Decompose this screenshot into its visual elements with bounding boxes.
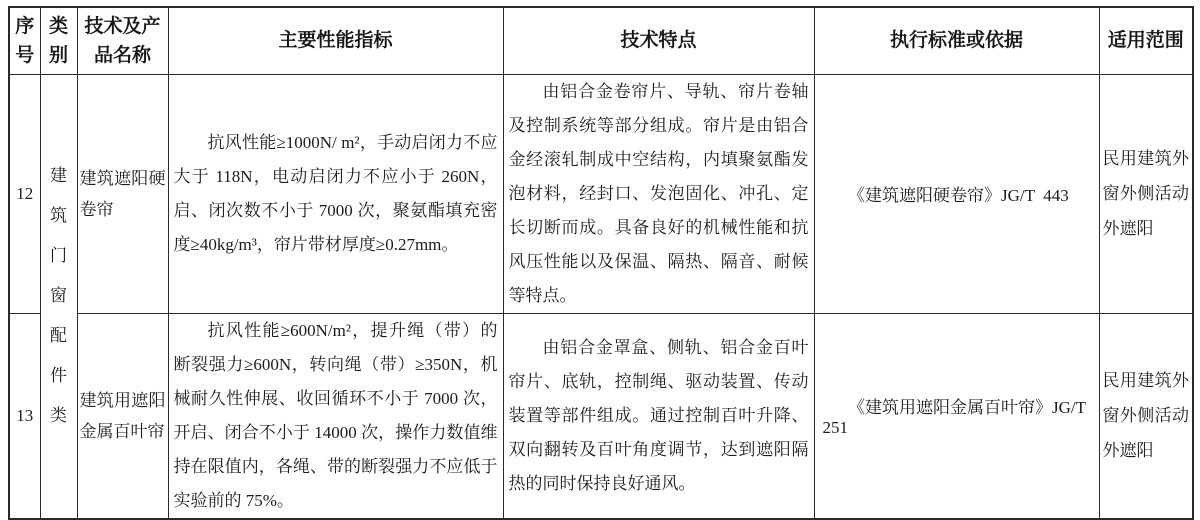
standard-cell	[814, 74, 1099, 313]
standard-cell	[814, 313, 1099, 519]
standard-text: 《建筑遮阳硬卷帘》JG/T 443	[848, 186, 1069, 205]
header-category: 类别	[40, 7, 77, 74]
seq-cell-12: 12	[9, 74, 40, 313]
header-product-name: 技术及产品名称	[77, 7, 168, 74]
header-main-indicators: 主要性能指标	[168, 7, 503, 74]
header-standard: 执行标准或依据	[814, 7, 1099, 74]
product-name-cell	[77, 74, 168, 313]
category-cell	[40, 74, 77, 519]
product-name-text: 建筑用遮阳金属百叶帘	[79, 390, 166, 441]
indicators-text: 抗风性能≥1000N/ m²，手动启闭力不应大于 118N，电动启闭力不应小于 260N，启、闭次数不小于 7000 次，聚氨酯填充密度≥40kg/m³，帘片带材厚度≥0.27mm。	[173, 132, 498, 254]
header-scope: 适用范围	[1099, 7, 1193, 74]
indicators-text: 抗风性能≥600N/m²，提升绳（带）的断裂强力≥600N，转向绳（带）≥350N，机械耐久性伸展、收回循环不小于 7000 次，开启、闭合不小于 14000 次，操作力数值维持在限值内，各绳、带的断裂强力不应低于实验前的 75%。	[173, 320, 498, 510]
scope-cell	[1099, 313, 1193, 519]
scope-text: 民用建筑外窗外侧活动外遮阳	[1102, 371, 1189, 460]
product-name-cell	[77, 313, 168, 519]
standard-text: 《建筑用遮阳金属百叶帘》JG/T 251	[822, 398, 1090, 437]
product-standards-table	[8, 6, 1194, 520]
seq-cell-13: 13	[9, 313, 40, 519]
features-text: 由铝合金罩盒、侧轨、铝合金百叶帘片、底轨，控制绳、驱动装置、传动装置等部件组成。通过控制百叶升降、双向翻转及百叶角度调节，达到遮阳隔热的同时保持良好通风。	[508, 337, 809, 493]
scope-cell	[1099, 74, 1193, 313]
header-seq: 序号	[9, 7, 40, 74]
features-cell	[503, 313, 814, 519]
features-text: 由铝合金卷帘片、导轨、帘片卷轴及控制系统等部分组成。帘片是由铝合金经滚轧制成中空结构，内填聚氨酯发泡材料，经封口、发泡固化、冲孔、定长切断而成。具备良好的机械性能和抗风压性能以及保温、隔热、隔音、耐候等特点。	[508, 81, 809, 305]
table-header-row	[9, 7, 1193, 74]
category-vertical-text: 建筑门窗配件类	[50, 166, 67, 425]
scope-text: 民用建筑外窗外侧活动外遮阳	[1102, 149, 1189, 238]
indicators-cell	[168, 74, 503, 313]
table-row	[9, 74, 1193, 313]
indicators-cell	[168, 313, 503, 519]
header-technical-features: 技术特点	[503, 7, 814, 74]
product-name-text: 建筑遮阳硬卷帘	[79, 168, 166, 219]
table-row	[9, 313, 1193, 519]
features-cell	[503, 74, 814, 313]
